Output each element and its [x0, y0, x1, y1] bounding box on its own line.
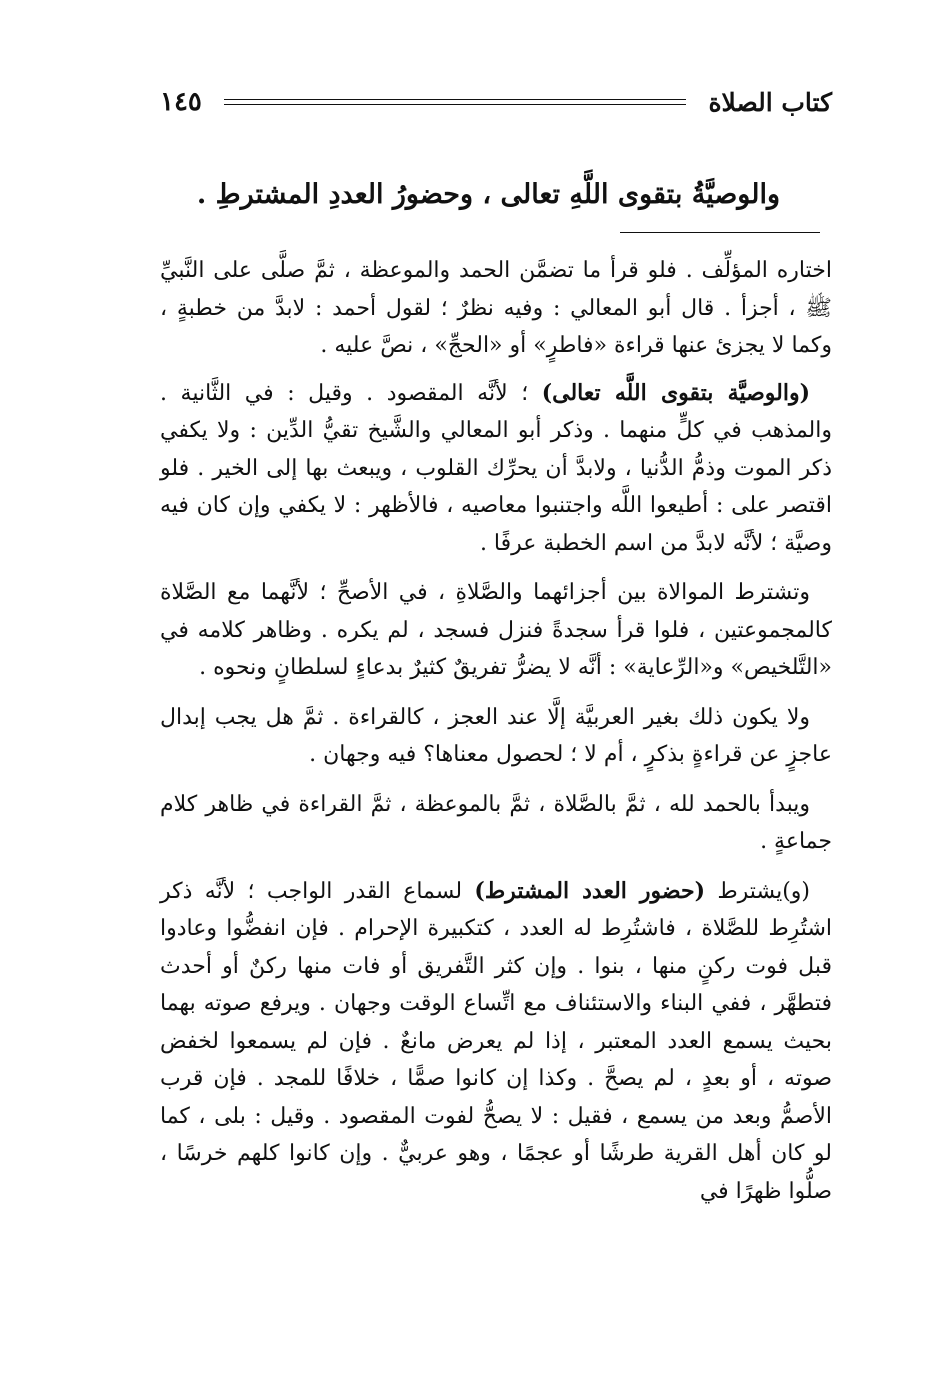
paragraph-text: ويبدأ بالحمد لله ، ثمَّ بالصَّلاة ، ثمَّ بالموعظة ، ثمَّ القراءة في ظاهر كلام جماعةٍ .	[160, 791, 832, 854]
matn-lemma: (حضور العدد المشترط)	[474, 877, 705, 904]
commentary-paragraph	[160, 873, 832, 1211]
paragraph-text: اختاره المؤلِّف . فلو قرأ ما تضمَّن الحمد والموعظة ، ثمَّ صلَّى على النَّبيِّ ﷺ ، أجزأ . قال أبو المعالي : وفيه نظرٌ ؛ لقول أحمد : لابدَّ من خطبةٍ ، وكما لا يجزئ عنها قراءة «فاطرٍ» أو «الحجِّ» ، نصَّ عليه .	[160, 258, 832, 358]
commentary-body	[160, 252, 832, 1222]
commentary-paragraph	[160, 699, 832, 774]
header-rule	[224, 99, 687, 105]
matn-separator-rule	[620, 232, 820, 233]
commentary-paragraph	[160, 375, 832, 563]
commentary-paragraph	[160, 574, 832, 687]
paragraph-text: لسماع القدر الواجب ؛ لأنَّه ذكر اشتُرِط للصَّلاة ، فاشتُرِط له العدد ، كتكبيرة الإحرام . فإن انفضُّوا وعادوا قبل فوت ركنٍ منها ، بنوا . وإن كثر التَّفريق أو فات منها ركنٌ أو أحدث فتطهَّر ، ففي البناء والاستئناف مع اتِّساع الوقت وجهان . ويرفع صوته بهما بحيث يسمع العدد المعتبر ، إذا لم يعرض مانعٌ . فإن لم يسمعوا لخفض صوته ، أو بعدٍ ، لم يصحَّ . وكذا إن كانوا صمًّا ، خلافًا للمجد . فإن قرب الأصمُّ وبعد من يسمع ، فقيل : لا يصحُّ لفوت المقصود . وقيل : بلى ، كما لو كان أهل القرية طرشًا أو عجمًا ، وهو عربيٌّ . وإن كانوا كلهم خرسًا ، صلُّوا ظهرًا في	[160, 878, 832, 1204]
paragraph-text: وتشترط الموالاة بين أجزائهما والصَّلاةِ ، في الأصحِّ ؛ لأنَّهما مع الصَّلاة كالمجموعتين ، فلوا قرأ سجدةً فنزل فسجد ، لم يكره . وظاهر كلامه في «التَّلخيص» و«الرِّعاية» : أنَّه لا يضرُّ تفريقٌ كثيرٌ بدعاءٍ لسلطانٍ ونحوه .	[160, 580, 832, 680]
commentary-paragraph	[160, 252, 832, 365]
paragraph-text: ولا يكون ذلك بغير العربيَّة إلَّا عند العجز ، كالقراءة . ثمَّ هل يجب إبدال عاجزٍ عن قراءةٍ بذكرٍ ، أم لا ؛ لحصول معناها؟ فيه وجهان .	[160, 704, 832, 767]
paragraph-prefix: (و)يشترط	[704, 878, 810, 904]
matn-lemma: (والوصيَّة بتقوى اللَّه تعالى)	[541, 379, 810, 406]
running-title: كتاب الصلاة	[708, 87, 832, 117]
page-number: ١٤٥	[160, 87, 202, 117]
commentary-paragraph	[160, 786, 832, 861]
running-header	[160, 82, 832, 122]
matn-text: والوصيَّةُ بتقوى اللَّهِ تعالى ، وحضورُ العددِ المشترطِ .	[196, 179, 780, 210]
paragraph-text: ؛ لأنَّه المقصود . وقيل : في الثَّانية . والمذهب في كلٍّ منهما . وذكر أبو المعالي والشَّيخ تقيُّ الدِّين : ولا يكفي ذكر الموت وذمُّ الدُّنيا ، ولابدَّ أن يحرِّك القلوب ، ويبعث بها إلى الخير . فلو اقتصر على : أطيعوا اللَّه واجتنبوا معاصيه ، فالأظهر : لا يكفي وإن كان فيه وصيَّة ؛ لأنَّه لابدَّ من اسم الخطبة عرفًا .	[160, 380, 832, 556]
